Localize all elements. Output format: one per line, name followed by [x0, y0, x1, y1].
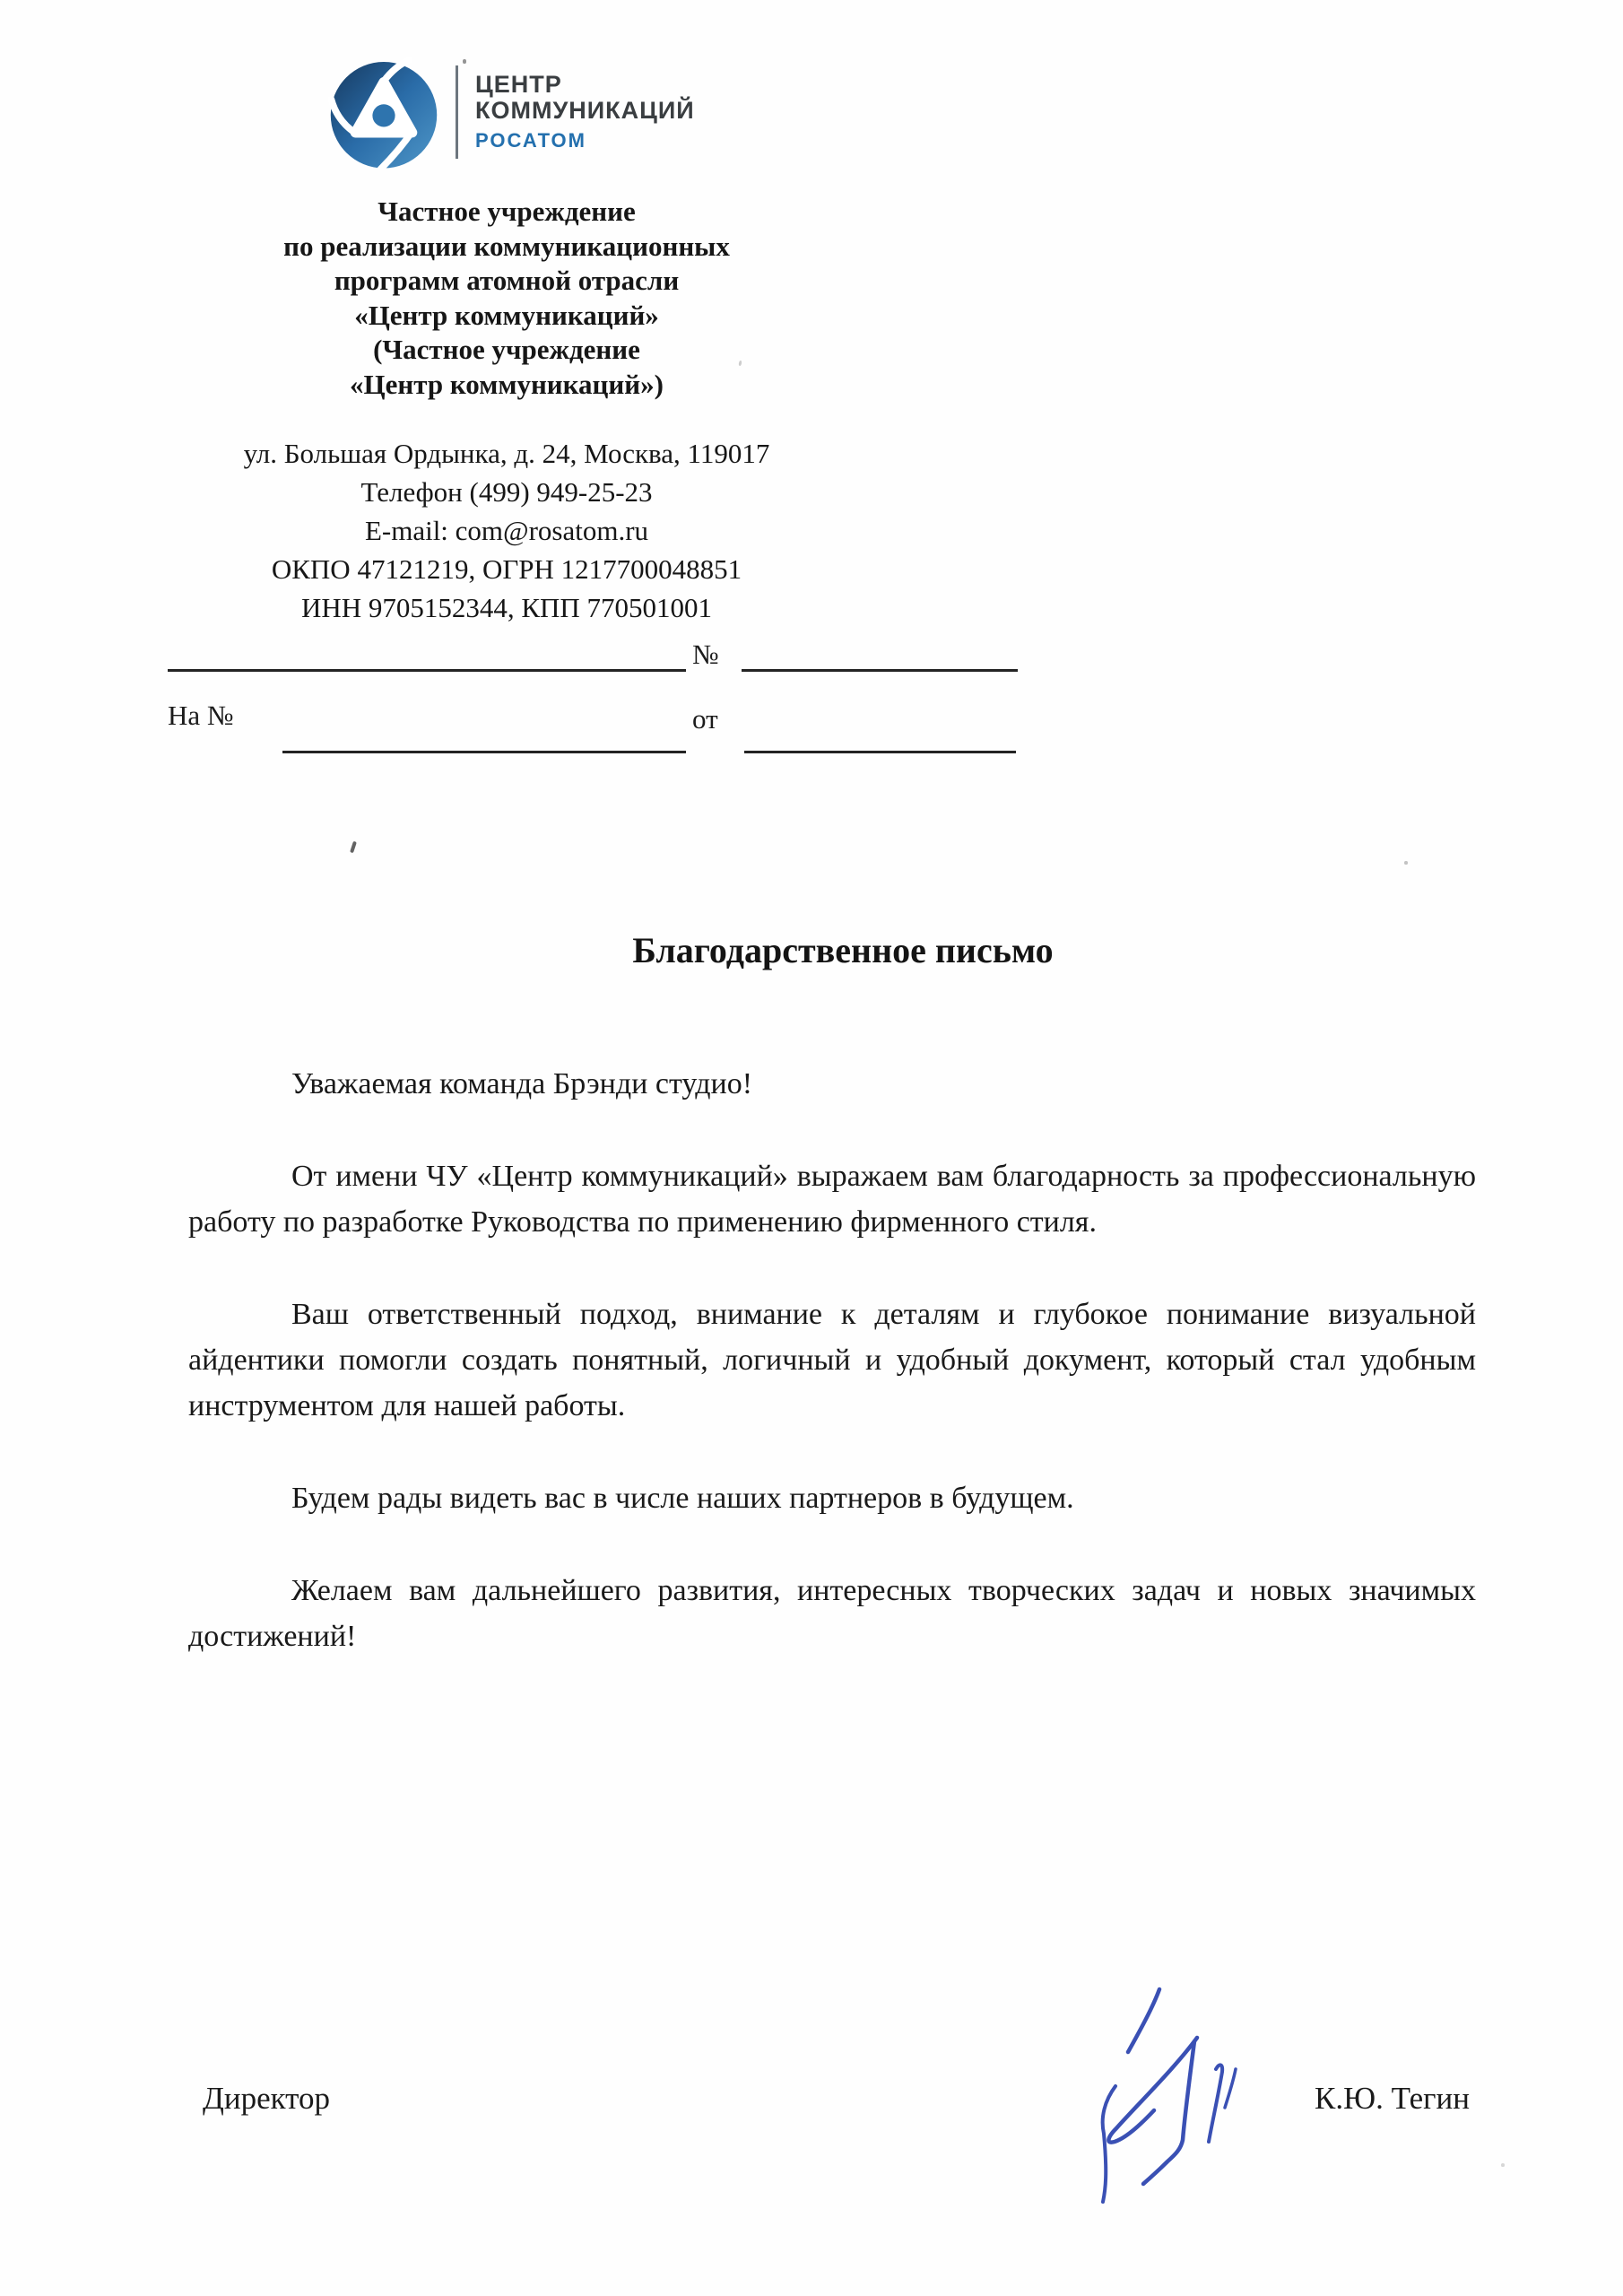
- scan-speck: [1501, 2163, 1505, 2167]
- date-from-label: от: [692, 703, 718, 735]
- brand-name-line1: ЦЕНТР: [475, 71, 562, 98]
- org-address-line: ул. Большая Ордынка, д. 24, Москва, 119017: [243, 438, 770, 469]
- scan-speck: [463, 59, 466, 64]
- reply-date-blank-line: [744, 751, 1016, 753]
- org-inn-kpp-line: ИНН 9705152344, КПП 770501001: [300, 592, 713, 623]
- body-paragraph: Будем рады видеть вас в числе наших партнеров в будущем.: [291, 1482, 1074, 1515]
- signer-name: К.Ю. Тегин: [1315, 2081, 1470, 2116]
- reply-number-blank-line: [282, 751, 686, 753]
- brand-parent-name: РОСАТОМ: [475, 129, 586, 152]
- org-name-line: «Центр коммуникаций»: [354, 299, 659, 331]
- body-paragraph: Ваш ответственный подход, внимание к деталям и глубокое понимание визуальной айдентики помогли создать понятный, логичный и удобный документ, который стал удобным инструментом для нашей работы.: [188, 1298, 1476, 1422]
- body-paragraph: Желаем вам дальнейшего развития, интересных творческих задач и новых значимых достижений!: [188, 1574, 1476, 1653]
- rosatom-logo-icon: [327, 57, 440, 170]
- greeting-line: Уважаемая команда Брэнди студио!: [291, 1067, 753, 1100]
- number-sign-label: №: [692, 639, 719, 670]
- org-email-line: E-mail: com@rosatom.ru: [364, 515, 649, 546]
- scan-speck: [1404, 861, 1408, 865]
- org-contacts: [148, 434, 865, 627]
- body-paragraph: От имени ЧУ «Центр коммуникаций» выражаем вам благодарность за профессиональную работу по разработке Руководства по применению фирменного стиля.: [188, 1160, 1476, 1239]
- org-name-line: «Центр коммуникаций»): [350, 368, 664, 400]
- brand-text: [475, 72, 695, 152]
- handwritten-signature-ink: [1076, 1955, 1309, 2242]
- org-okpo-ogrn-line: ОКПО 47121219, ОГРН 1217700048851: [271, 553, 742, 585]
- org-name-line: Частное учреждение: [378, 196, 636, 227]
- org-name-line: (Частное учреждение: [373, 334, 640, 365]
- brand-name-line2: КОММУНИКАЦИЙ: [475, 97, 695, 124]
- outgoing-number-blank-line: [742, 669, 1018, 672]
- org-phone-line: Телефон (499) 949-25-23: [360, 476, 653, 508]
- brand-divider: [456, 65, 458, 159]
- letter-title: Благодарственное письмо: [632, 930, 1054, 970]
- letter-body: [188, 1061, 1476, 1706]
- reply-to-number-label: На №: [168, 700, 234, 731]
- signer-position: Директор: [203, 2081, 331, 2116]
- org-name-line: программ атомной отрасли: [334, 265, 680, 296]
- scan-speck: [350, 841, 357, 854]
- org-full-name: [148, 195, 865, 402]
- org-name-line: по реализации коммуникационных: [283, 230, 730, 262]
- outgoing-date-blank-line: [168, 669, 686, 672]
